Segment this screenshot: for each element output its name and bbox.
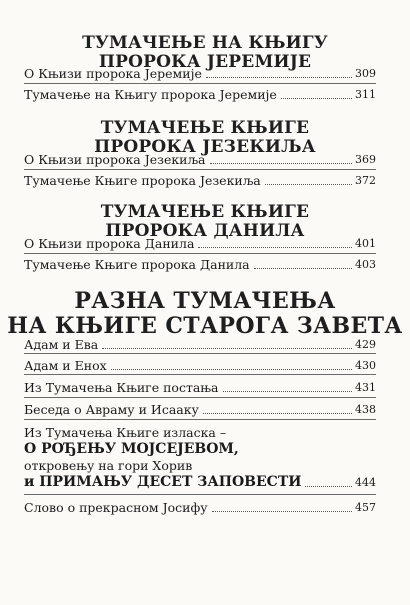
entry-divider	[24, 374, 376, 375]
entry-page: 311	[355, 88, 376, 101]
toc-entry[interactable]	[24, 87, 376, 102]
entry-divider	[24, 419, 376, 420]
toc-entry[interactable]	[24, 66, 376, 81]
toc-entry[interactable]	[24, 402, 376, 417]
entry-page: 403	[355, 258, 376, 271]
toc-entry[interactable]	[24, 337, 376, 352]
entry-divider	[24, 253, 376, 254]
entry-title: Тумачење Књиге пророка Данила	[24, 257, 250, 272]
entry-divider	[24, 83, 376, 84]
entry-title: О Књизи пророка Јеремије	[24, 66, 202, 81]
dot-leader	[212, 511, 352, 512]
entry-title: О Књизи пророка Језекиља	[24, 152, 206, 167]
dot-leader	[203, 413, 352, 414]
entry-divider	[24, 353, 376, 354]
entry-title: Беседа о Авраму и Исааку	[24, 402, 199, 417]
toc-entry[interactable]	[24, 236, 376, 251]
entry-title-line: Из Тумачења Књиге изласка –	[24, 425, 227, 440]
entry-title: Тумачење на Књигу пророка Јеремије	[24, 87, 277, 102]
toc-entry[interactable]	[24, 257, 376, 272]
section-heading-line: ТУМАЧЕЊЕ КЊИГЕ	[100, 202, 310, 222]
section-heading-line: ПРОРОКА ЈЕЗЕКИЉА	[94, 137, 316, 157]
entry-title-line: откровењу на гори Хорив	[24, 458, 193, 473]
entry-page: 444	[355, 476, 376, 489]
entry-page: 372	[355, 174, 376, 187]
dot-leader	[198, 247, 352, 248]
entry-page: 429	[355, 338, 376, 351]
toc-entry-multiline[interactable]	[24, 425, 376, 491]
section-heading-line: РАЗНА ТУМАЧЕЊА	[74, 288, 336, 314]
entry-page: 438	[355, 403, 376, 416]
dot-leader	[102, 348, 352, 349]
entry-page: 430	[355, 359, 376, 372]
entry-page: 401	[355, 237, 376, 250]
section-heading-various	[0, 289, 410, 339]
entry-title: Слово о прекрасном Јосифу	[24, 500, 208, 515]
entry-page: 309	[355, 67, 376, 80]
entry-divider	[24, 494, 376, 495]
section-heading-line: НА КЊИГЕ СТАРОГА ЗАВЕТА	[7, 313, 403, 339]
dot-leader	[206, 77, 352, 78]
entry-divider	[24, 397, 376, 398]
toc-entry[interactable]	[24, 380, 376, 395]
section-heading-line: ТУМАЧЕЊЕ КЊИГЕ	[100, 118, 310, 138]
dot-leader	[265, 184, 352, 185]
entry-page: 431	[355, 381, 376, 394]
entry-title: Адам и Ева	[24, 337, 99, 352]
entry-title: Адам и Енох	[24, 358, 107, 373]
entry-title: Из Тумачења Књиге постања	[24, 380, 219, 395]
toc-entry[interactable]	[24, 152, 376, 167]
dot-leader	[210, 163, 353, 164]
dot-leader	[254, 268, 352, 269]
entry-title-line: и ПРИМАЊУ ДЕСЕТ ЗАПОВЕСТИ	[24, 474, 302, 490]
entry-divider	[24, 169, 376, 170]
entry-title: Тумачење Књиге пророка Језекиља	[24, 173, 261, 188]
dot-leader	[111, 369, 352, 370]
toc-entry[interactable]	[24, 358, 376, 373]
entry-title-line: О РОЂЕЊУ МОЈСЕЈЕВОМ,	[24, 441, 239, 457]
section-heading-line: ПРОРОКА ЈЕРЕМИЈЕ	[98, 52, 312, 72]
dot-leader	[223, 391, 352, 392]
entry-page: 457	[355, 501, 376, 514]
entry-title: О Књизи пророка Данила	[24, 236, 195, 251]
section-heading-line: ПРОРОКА ДАНИЛА	[105, 221, 305, 241]
toc-entry[interactable]	[24, 500, 376, 515]
entry-page: 369	[355, 153, 376, 166]
dot-leader	[305, 486, 352, 487]
section-heading-line: ТУМАЧЕЊЕ НА КЊИГУ	[82, 33, 328, 53]
toc-entry[interactable]	[24, 173, 376, 188]
dot-leader	[281, 98, 352, 99]
